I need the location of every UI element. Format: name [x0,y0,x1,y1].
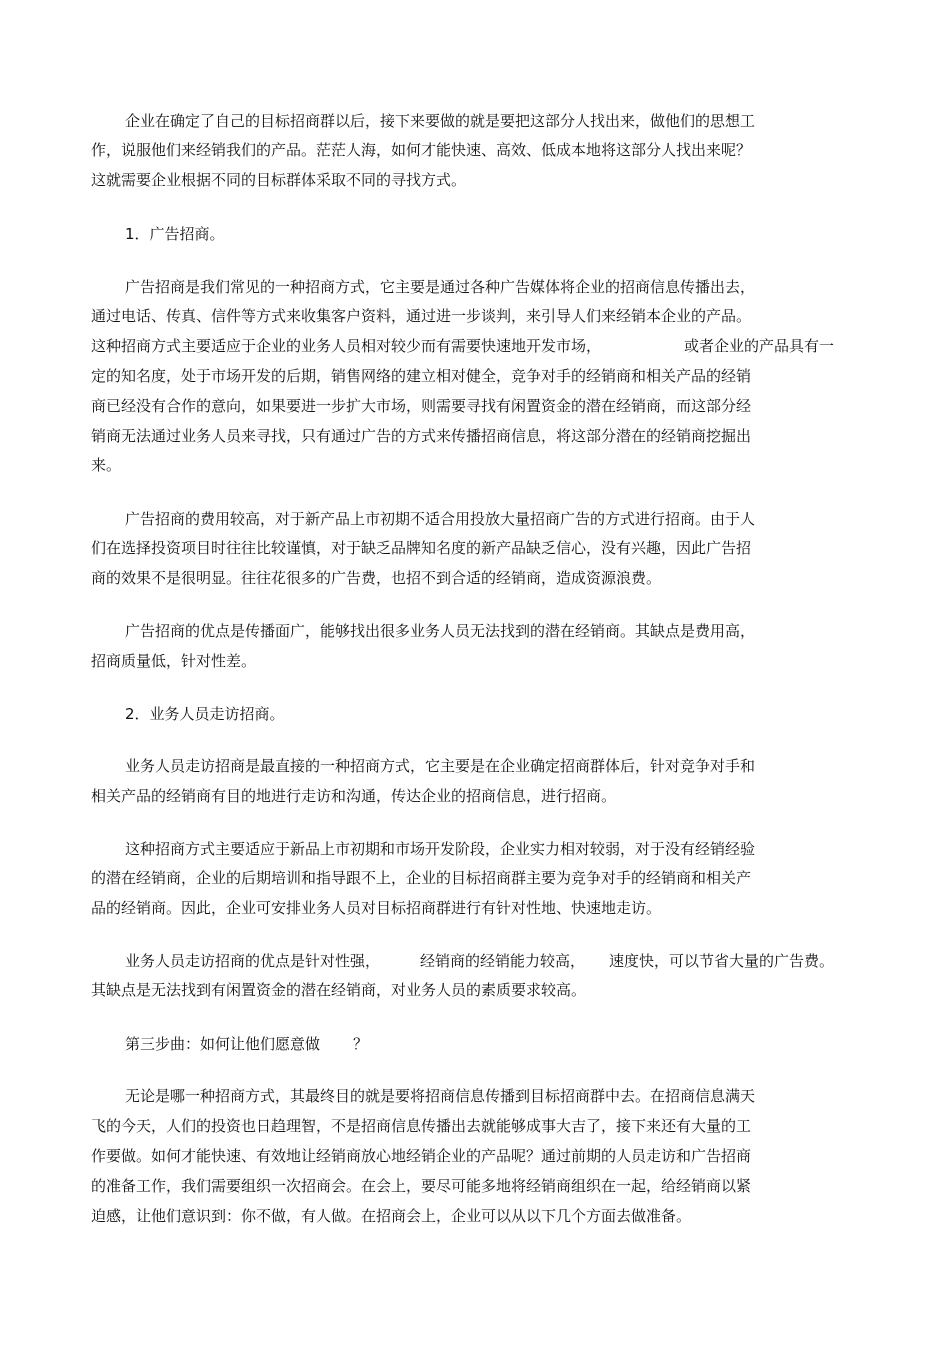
section-heading: 第三步曲：如何让他们愿意做 [125,1035,321,1053]
text-line: 迫感，让他们意识到：你不做，有人做。在招商会上，企业可以从以下几个方面去做准备。 [91,1207,692,1225]
text-line: 速度快，可以节省大量的广告费。 [609,952,835,970]
text-line: 业务人员走访招商的优点是针对性强， [125,952,381,970]
text-line: 商的效果不是很明显。往往花很多的广告费，也招不到合适的经销商，造成资源浪费。 [91,569,662,587]
text-line: 企业在确定了自己的目标招商群以后，接下来要做的就是要把这部分人找出来，做他们的思想工 [125,112,756,130]
text-line: 广告招商是我们常见的一种招商方式，它主要是通过各种广告媒体将企业的招商信息传播出去， [125,278,756,296]
text-line: 定的知名度，处于市场开发的后期，销售网络的建立相对健全，竞争对手的经销商和相关产品的经销 [91,367,752,385]
text-line: 品的经销商。因此，企业可安排业务人员对目标招商群进行有针对性地、快速地走访。 [91,899,662,917]
text-line: 销商无法通过业务人员来寻找，只有通过广告的方式来传播招商信息，将这部分潜在的经销商挖掘出 [91,427,752,445]
text-line: 这种招商方式主要适应于企业的业务人员相对较少而有需要快速地开发市场， [91,337,602,355]
text-line: 业务人员走访招商是最直接的一种招商方式，它主要是在企业确定招商群体后，针对竞争对手和 [125,757,756,775]
text-line: 的潜在经销商，企业的后期培训和指导跟不上，企业的目标招商群主要为竞争对手的经销商和相关产 [91,869,752,887]
section-heading: 1．广告招商。 [125,225,225,243]
text-line: 广告招商的优点是传播面广，能够找出很多业务人员无法找到的潜在经销商。其缺点是费用高， [125,622,756,640]
text-line: 这种招商方式主要适应于新品上市初期和市场开发阶段，企业实力相对较弱，对于没有经销经验 [125,840,756,858]
section-heading: ？ [353,1035,369,1053]
text-line: 无论是哪一种招商方式，其最终目的就是要将招商信息传播到目标招商群中去。在招商信息满天 [125,1087,756,1105]
text-line: 商已经没有合作的意向，如果要进一步扩大市场，则需要寻找有闲置资金的潜在经销商，而这部分经 [91,397,752,415]
text-line: 飞的今天，人们的投资也日趋理智，不是招商信息传播出去就能够成事大吉了，接下来还有大量的工 [91,1117,752,1135]
text-line: 作要做。如何才能快速、有效地让经销商放心地经销企业的产品呢？通过前期的人员走访和广告招商 [91,1147,752,1165]
text-line: 招商质量低，针对性差。 [91,652,257,670]
text-line: 通过电话、传真、信件等方式来收集客户资料，通过进一步谈判，来引导人们来经销本企业的产品。 [91,307,752,325]
text-line: 或者企业的产品具有一 [684,337,835,355]
text-line: 们在选择投资项目时往往比较谨慎，对于缺乏品牌知名度的新产品缺乏信心，没有兴趣，因此广告招 [91,539,752,557]
text-line: 经销商的经销能力较高， [420,952,586,970]
text-line: 来。 [91,456,122,474]
text-line: 广告招商的费用较高，对于新产品上市初期不适合用投放大量招商广告的方式进行招商。由于人 [125,510,756,528]
section-heading: 2．业务人员走访招商。 [125,705,285,723]
text-line: 的准备工作，我们需要组织一次招商会。在会上，要尽可能多地将经销商组织在一起，给经销商以紧 [91,1177,752,1195]
text-line: 相关产品的经销商有目的地进行走访和沟通，传达企业的招商信息，进行招商。 [91,787,617,805]
text-line: 其缺点是无法找到有闲置资金的潜在经销商，对业务人员的素质要求较高。 [91,981,587,999]
text-line: 这就需要企业根据不同的目标群体采取不同的寻找方式。 [91,171,467,189]
text-line: 作，说服他们来经销我们的产品。茫茫人海，如何才能快速、高效、低成本地将这部分人找出来呢？ [91,141,752,159]
